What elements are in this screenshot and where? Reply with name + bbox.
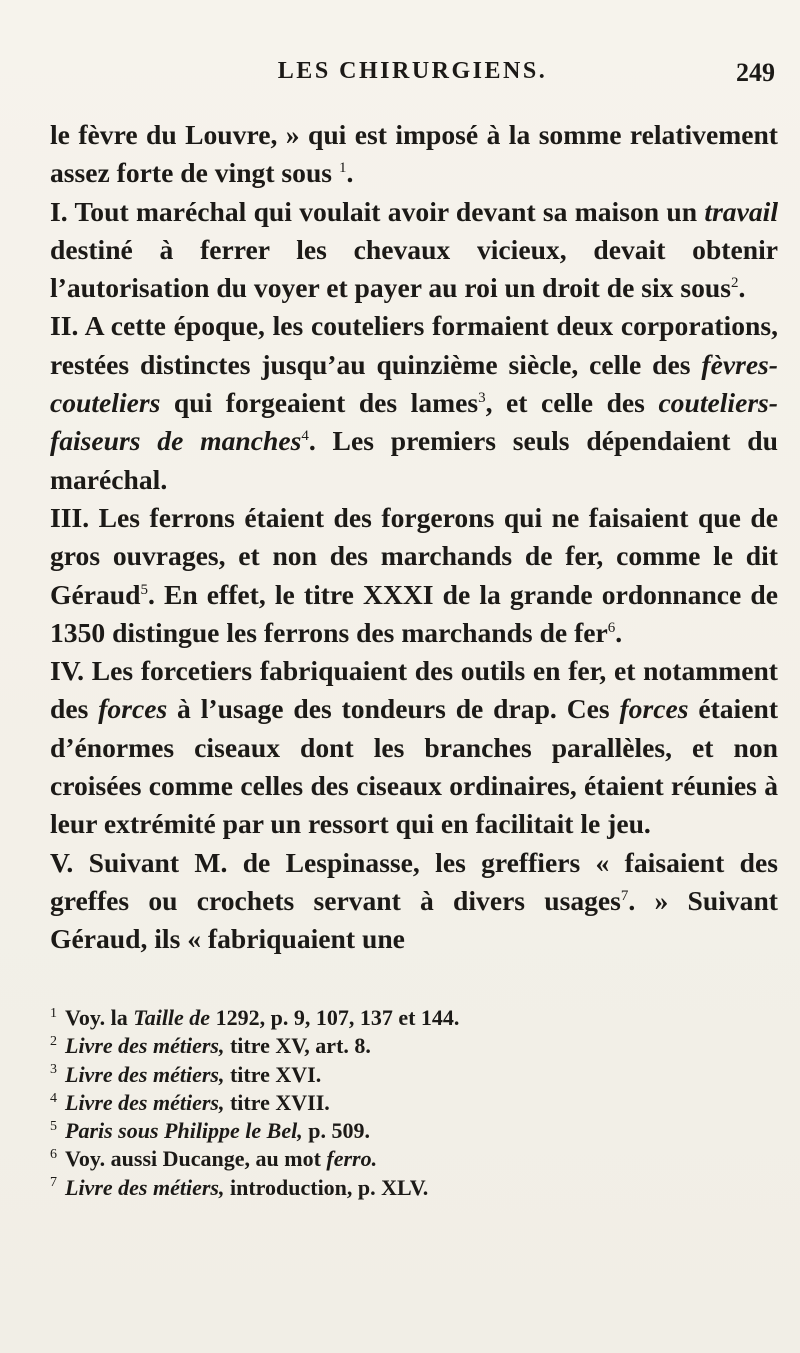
footnote-number: 6 [50, 1147, 57, 1163]
footnote [50, 1004, 778, 1032]
body-text [50, 116, 778, 959]
text-run: titre XV, art. 8. [224, 1033, 371, 1059]
footnote-ref: 3 [478, 389, 486, 406]
footnote-number: 5 [50, 1118, 57, 1134]
footnote [50, 1061, 778, 1089]
paragraph [50, 307, 778, 498]
footnotes [50, 1004, 778, 1202]
italic-term: Taille de [133, 1005, 211, 1030]
text-run: II. A cette époque, les couteliers formaient deux corporations, restées distinctes jusqu’au quinzième siècle, celle des [50, 310, 778, 380]
text-run: III. Les ferrons étaient des forgerons qui ne faisaient que de gros ouvrages, et non des marchands de fer, comme le dit Géraud [50, 501, 778, 610]
text-run: . [738, 272, 746, 304]
footnote-ref: 5 [140, 581, 148, 598]
italic-term: couteliers-faiseurs de manches [50, 387, 778, 457]
paragraph [50, 652, 778, 843]
text-run: destiné à ferrer les chevaux vicieux, devait obtenir l’autorisation du voyer et payer au roi un droit de six sous [50, 233, 778, 304]
footnote [50, 1117, 778, 1145]
italic-term: ferro. [326, 1146, 378, 1172]
text-run: à l’usage des tondeurs de drap. Ces [167, 693, 620, 725]
text-run: . [615, 616, 623, 648]
italic-term: forces [619, 693, 689, 725]
text-run: IV. Les forcetiers fabriquaient des outils en fer, et notamment des [50, 655, 778, 725]
italic-term: forces [98, 693, 168, 725]
text-run: titre XVI. [224, 1061, 322, 1087]
footnote-number: 2 [50, 1033, 57, 1049]
footnote [50, 1089, 778, 1117]
text-run: titre XVII. [224, 1089, 330, 1115]
running-head [50, 58, 775, 92]
footnote-ref: 2 [730, 275, 739, 291]
paragraph [50, 116, 778, 193]
text-run: Voy. la [65, 1005, 134, 1030]
text-run: étaient d’énormes ciseaux dont les branches parallèles, et non croisées comme celles des ciseaux ordinaires, étaient réunies à leur extrémité par un ressort qui en facilitait le jeu. [50, 693, 779, 840]
footnote-number: 1 [50, 1005, 57, 1021]
text-run: Voy. aussi Ducange, au mot [65, 1146, 327, 1172]
footnote-ref: 7 [620, 887, 629, 904]
text-run: , et celle des [485, 387, 659, 419]
italic-term: Livre des métiers, [65, 1174, 225, 1200]
text-run: qui forgeaient des lames [160, 387, 479, 419]
footnote-number: 4 [50, 1090, 57, 1106]
italic-term: Livre des métiers, [65, 1089, 225, 1115]
footnote-ref: 4 [301, 428, 309, 445]
text-run: I. Tout maréchal qui voulait avoir devant sa maison un [50, 195, 705, 227]
italic-term: Livre des métiers, [65, 1061, 225, 1087]
footnote [50, 1032, 778, 1060]
paragraph [50, 193, 778, 308]
text-run: le fèvre du Louvre, » qui est imposé à la somme relativement assez forte de vingt sous [50, 119, 778, 189]
footnote [50, 1174, 778, 1202]
footnote-ref: 1 [338, 160, 347, 177]
italic-term: fèvres-couteliers [50, 348, 778, 419]
text-run: V. Suivant M. de Lespinasse, les greffiers « faisaient des greffes ou crochets servant à divers usages [50, 846, 778, 916]
italic-term: travail [704, 195, 778, 227]
text-run: introduction, p. XLV. [224, 1174, 429, 1200]
footnote [50, 1145, 778, 1173]
text-run: 1292, p. 9, 107, 137 et 144. [210, 1005, 460, 1030]
running-title: LES CHIRURGIENS. [277, 58, 548, 84]
paragraph [50, 499, 778, 652]
italic-term: Paris sous Philippe le Bel, [65, 1118, 303, 1144]
text-run: . En effet, le titre XXXI de la grande ordonnance de 1350 distingue les ferrons des marchands de fer [50, 578, 778, 648]
text-run: . Les premiers seuls dépendaient du maréchal. [50, 425, 778, 495]
italic-term: Livre des métiers, [65, 1033, 225, 1059]
footnote-number: 7 [50, 1175, 57, 1191]
paragraph [50, 844, 778, 959]
text-run: p. 509. [302, 1118, 370, 1144]
footnote-number: 3 [50, 1062, 57, 1078]
text-run: . [346, 157, 354, 189]
text-run: . » Suivant Géraud, ils « fabriquaient une [50, 884, 778, 955]
page-number: 249 [736, 58, 775, 87]
footnote-ref: 6 [607, 619, 616, 636]
